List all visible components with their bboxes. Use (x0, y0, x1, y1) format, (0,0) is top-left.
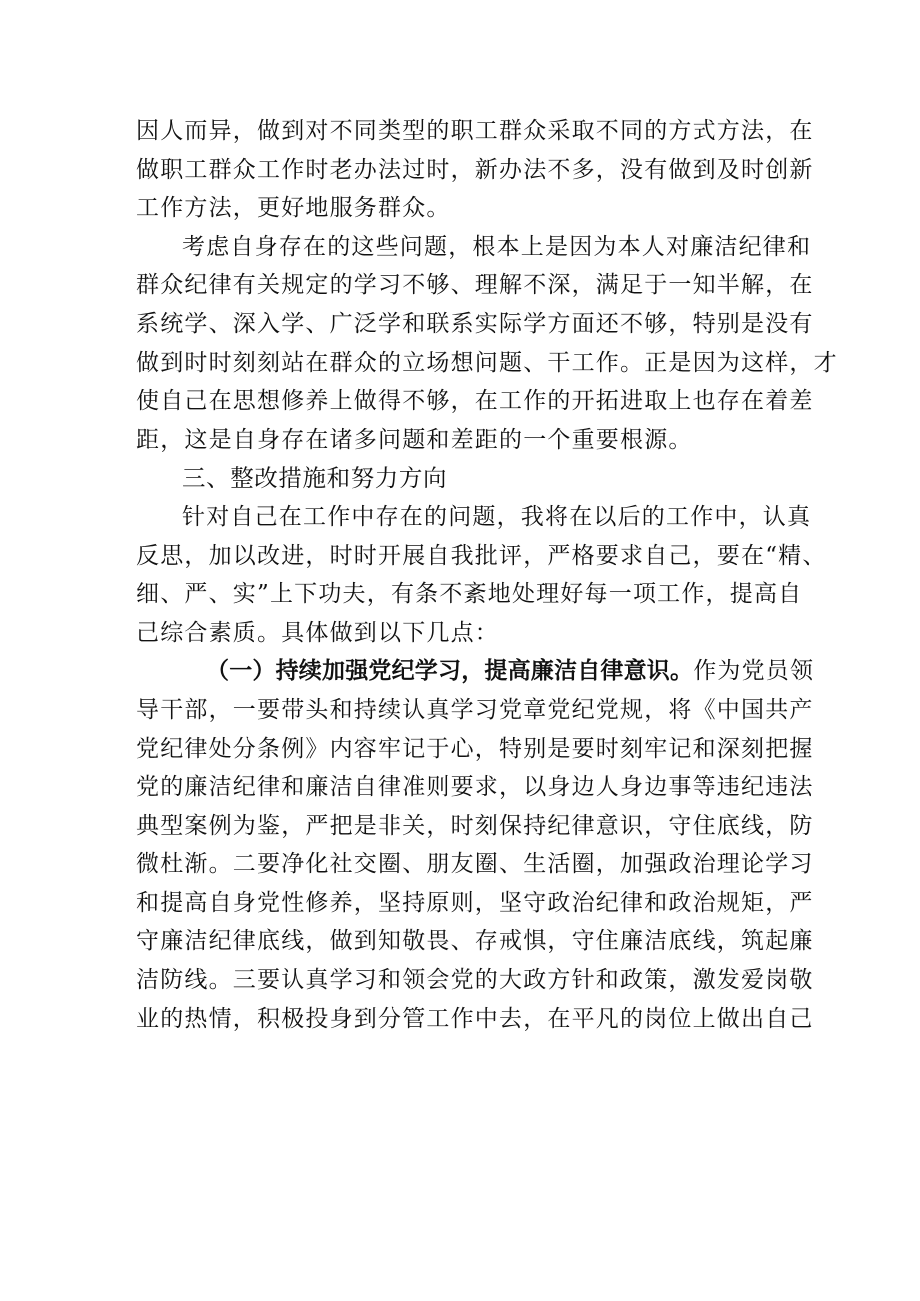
document-body (136, 112, 838, 1038)
text-run: 作为党员领 (693, 658, 815, 685)
text-line: 典型案例为鉴，严把是非关，时刻保持纪律意识，守住底线，防 (136, 812, 814, 839)
text-line: 针对自己在工作中存在的问题，我将在以后的工作中，认真 (182, 503, 812, 530)
text-line: 反思，加以改进，时时开展自我批评，严格要求自己，要在“精、 (136, 542, 827, 569)
text-line: 做到时时刻刻站在群众的立场想问题、干工作。正是因为这样，才 (136, 349, 838, 376)
text-line: 守廉洁纪律底线，做到知敬畏、存戒惧，守住廉洁底线，筑起廉 (136, 928, 814, 955)
text-line: 工作方法，更好地服务群众。 (136, 195, 451, 222)
text-line: 考虑自身存在的这些问题，根本上是因为本人对廉洁纪律和 (182, 233, 812, 260)
paragraph-3 (136, 498, 827, 652)
text-line: 做职工群众工作时老办法过时，新办法不多，没有做到及时创新 (136, 156, 814, 183)
text-line: 党纪律处分条例》内容牢记于心，特别是要时刻牢记和深刻把握 (136, 735, 814, 762)
text-line: 和提高自身党性修养，坚持原则，坚守政治纪律和政治规矩，严 (136, 889, 814, 916)
text-line: 因人而异，做到对不同类型的职工群众采取不同的方式方法，在 (136, 118, 814, 144)
text-line: 系统学、深入学、广泛学和联系实际学方面还不够，特别是没有 (136, 310, 814, 337)
section-heading: 三、整改措施和努力方向 (182, 464, 448, 493)
text-line: 洁防线。三要认真学习和领会党的大政方针和政策，激发爱岗敬 (136, 967, 814, 994)
paragraph-2 (136, 228, 838, 460)
text-line: 距，这是自身存在诸多问题和差距的一个重要根源。 (136, 426, 693, 453)
text-line: 导干部，一要带头和持续认真学习党章党纪党规，将《中国共产 (136, 696, 814, 723)
text-line: 业的热情，积极投身到分管工作中去，在平凡的岗位上做出自己 (136, 1005, 814, 1032)
text-line (136, 652, 815, 691)
text-line: 细、严、实”上下功夫，有条不紊地处理好每一项工作，提高自 (136, 581, 803, 608)
text-line: 党的廉洁纪律和廉洁自律准则要求，以身边人身边事等违纪违法 (136, 774, 814, 801)
text-line: 群众纪律有关规定的学习不够、理解不深，满足于一知半解，在 (136, 272, 814, 299)
paragraph-4 (136, 652, 815, 1038)
text-line: 己综合素质。具体做到以下几点： (136, 619, 499, 646)
text-line: 微杜渐。二要净化社交圈、朋友圈、生活圈，加强政治理论学习 (136, 851, 814, 878)
paragraph-1 (136, 112, 814, 228)
text-line: 使自己在思想修养上做得不够，在工作的开拓进取上也存在着差 (136, 388, 814, 415)
subsection-title: （一）持续加强党纪学习，提高廉洁自律意识。 (206, 658, 694, 685)
